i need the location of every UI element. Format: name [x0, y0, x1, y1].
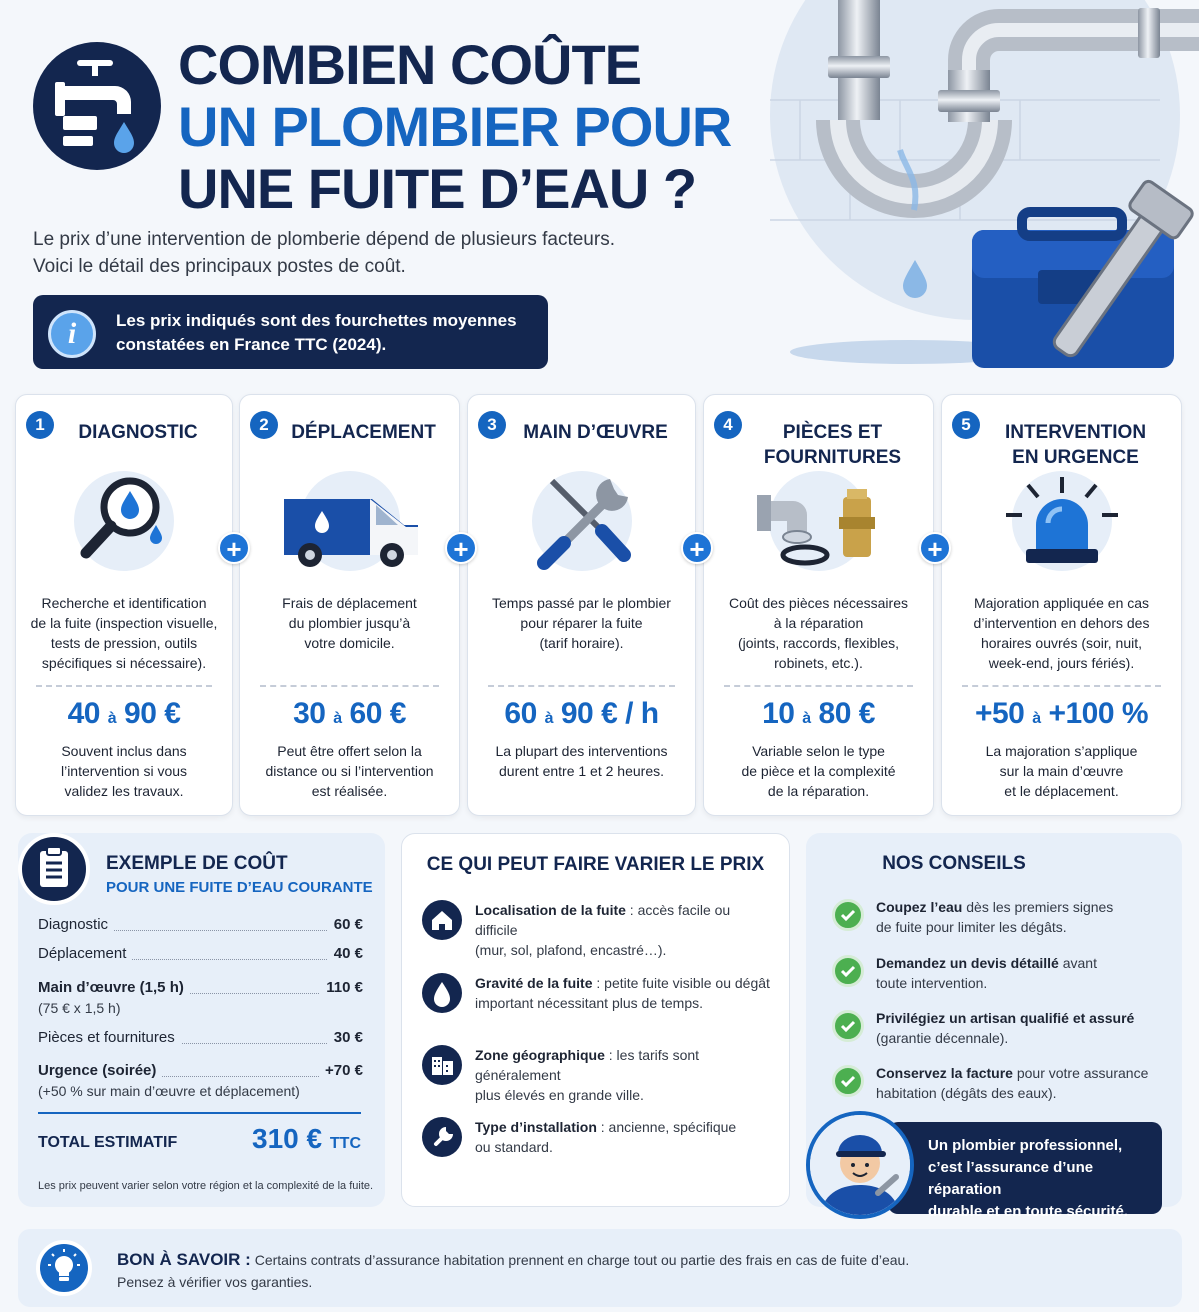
intro-line-2: Voici le détail des principaux postes de coût.	[33, 256, 406, 277]
example-footnote: Les prix peuvent varier selon votre région et la complexité de la fuite.	[38, 1180, 374, 1192]
good-to-know-banner	[18, 1229, 1182, 1307]
quote-line: c’est l’assurance d’une réparation	[928, 1159, 1094, 1198]
step-card-pieces	[703, 394, 934, 816]
step-title: MAIN D’ŒUVRE	[523, 422, 668, 443]
info-line-2: constatées en France TTC (2024).	[116, 335, 387, 354]
quote-line: Un plombier professionnel,	[928, 1137, 1123, 1154]
title-line-3: UNE FUITE D’EAU ?	[178, 157, 697, 220]
check-icon	[832, 1010, 864, 1042]
lightbulb-icon	[36, 1240, 92, 1296]
step-desc-line: (tarif horaire).	[539, 635, 624, 651]
step-desc-line: tests de pression, outils	[50, 635, 198, 651]
example-title: EXEMPLE DE COÛT	[106, 853, 288, 874]
step-note-line: sur la main d’œuvre	[999, 763, 1124, 779]
step-desc-line: horaires ouvrés (soir, nuit,	[980, 635, 1143, 651]
step-desc-line: week-end, jours fériés).	[988, 655, 1135, 671]
fittings-icon	[749, 471, 889, 575]
check-icon	[832, 955, 864, 987]
step-note-line: Peut être offert selon la	[277, 743, 422, 759]
magnifier-drop-icon	[64, 471, 184, 575]
step-note-line: validez les travaux.	[64, 783, 184, 799]
example-subtitle: POUR UNE FUITE D’EAU COURANTE	[106, 879, 373, 896]
step-note-line: Souvent inclus dans	[61, 743, 187, 759]
step-note-line: et le déplacement.	[1004, 783, 1119, 799]
faucet-logo-icon	[33, 42, 161, 170]
van-icon	[270, 471, 430, 575]
cost-row: Diagnostic 60 €	[38, 916, 363, 933]
total-label: TOTAL ESTIMATIF	[38, 1134, 178, 1151]
step-desc-line: Coût des pièces nécessaires	[729, 595, 908, 611]
step-price: +50 à +100 %	[974, 697, 1149, 730]
step-desc-line: Temps passé par le plombier	[492, 595, 671, 611]
advice-item: Conservez la facture pour votre assurance habitation (dégâts des eaux).	[832, 1063, 1168, 1111]
step-desc-line: d’intervention en dehors des	[973, 615, 1150, 631]
step-note-line: de pièce et la complexité	[741, 763, 896, 779]
step-title-line: PIÈCES ET	[782, 422, 883, 443]
step-desc-line: pour réparer la fuite	[520, 615, 643, 631]
step-desc-line: du plombier jusqu’à	[288, 615, 411, 631]
step-note-line: de la réparation.	[767, 783, 870, 799]
step-desc-line: robinets, etc.).	[774, 655, 863, 671]
plus-icon: +	[445, 532, 477, 564]
check-icon	[832, 1065, 864, 1097]
factors-title: CE QUI PEUT FAIRE VARIER LE PRIX	[426, 854, 765, 875]
step-note-line: La plupart des interventions	[495, 743, 668, 759]
cost-row: Main d’œuvre (1,5 h) 110 € (75 € x 1,5 h)	[38, 979, 363, 1016]
advice-quote	[888, 1122, 1162, 1220]
step-desc-line: Frais de déplacement	[282, 595, 417, 611]
step-price: 60 à 90 € / h	[504, 697, 659, 730]
step-desc-line: spécifiques si nécessaire).	[41, 655, 207, 671]
step-price: 10 à 80 €	[762, 697, 875, 730]
leaking-pipe-illustration	[760, 0, 1199, 385]
step-title	[976, 420, 1175, 470]
factor-item: Localisation de la fuite : accès facile ou difficile (mur, sol, plafond, encastré…).	[422, 900, 775, 950]
cost-row: Déplacement 40 €	[38, 945, 363, 962]
info-icon: i	[48, 310, 96, 358]
divider	[962, 685, 1161, 687]
step-price: 40 à 90 €	[67, 697, 181, 730]
factor-item: Gravité de la fuite : petite fuite visible ou dégât important nécessitant plus de temps.	[422, 973, 775, 1023]
divider	[488, 685, 675, 687]
step-desc-line: de la fuite (inspection visuelle,	[30, 615, 218, 631]
divider	[260, 685, 439, 687]
step-desc-line: à la réparation	[773, 615, 864, 631]
buildings-icon	[422, 1045, 462, 1085]
step-number: 1	[26, 411, 54, 439]
advice-item: Privilégiez un artisan qualifié et assuré (garantie décennale).	[832, 1008, 1168, 1056]
cost-row: Pièces et fournitures 30 €	[38, 1029, 363, 1046]
siren-icon	[992, 471, 1132, 575]
step-number: 5	[952, 411, 980, 439]
divider	[38, 1112, 361, 1114]
info-line-1: Les prix indiqués sont des fourchettes moyennes	[116, 311, 517, 330]
total-value: 310 € TTC	[252, 1123, 361, 1154]
clipboard-icon	[18, 833, 90, 905]
advice-item: Coupez l’eau dès les premiers signes de fuite pour limiter les dégâts.	[832, 897, 1168, 945]
title-line-1: COMBIEN COÛTE	[178, 33, 641, 96]
drop-icon	[422, 973, 462, 1013]
info-banner	[33, 295, 548, 369]
divider	[36, 685, 212, 687]
step-card-diagnostic	[15, 394, 233, 816]
title-line-2: UN PLOMBIER POUR	[178, 95, 732, 158]
check-icon	[832, 899, 864, 931]
factor-item: Type d’installation : ancienne, spécifique ou standard.	[422, 1117, 775, 1167]
step-title-line: EN URGENCE	[1012, 447, 1139, 468]
step-note-line: Variable selon le type	[752, 743, 885, 759]
intro-line-1: Le prix d’une intervention de plomberie dépend de plusieurs facteurs.	[33, 229, 615, 250]
step-card-urgence	[941, 394, 1182, 816]
step-title-line: INTERVENTION	[1004, 422, 1147, 443]
advice-panel	[806, 833, 1182, 1220]
step-desc-line: (joints, raccords, flexibles,	[737, 635, 900, 651]
advice-item: Demandez un devis détaillé avant toute intervention.	[832, 953, 1168, 1001]
step-number: 3	[478, 411, 506, 439]
page-title	[178, 34, 731, 220]
step-title: DÉPLACEMENT	[291, 422, 436, 443]
plus-icon: +	[919, 532, 951, 564]
step-number: 4	[714, 411, 742, 439]
plus-icon: +	[681, 532, 713, 564]
step-desc-line: Recherche et identification	[41, 595, 207, 611]
step-desc-line: Majoration appliquée en cas	[973, 595, 1150, 611]
step-card-deplacement	[239, 394, 460, 816]
quote-line: durable et en toute sécurité.	[928, 1203, 1129, 1220]
cost-row: Urgence (soirée) +70 € (+50 % sur main d’œuvre et déplacement)	[38, 1062, 363, 1099]
price-factors-panel	[401, 833, 790, 1207]
step-number: 2	[250, 411, 278, 439]
advice-title: NOS CONSEILS	[882, 853, 1026, 874]
plumber-mascot-icon	[806, 1111, 914, 1219]
step-card-main-oeuvre	[467, 394, 696, 816]
wrench-icon	[422, 1117, 462, 1157]
intro-text	[33, 226, 615, 280]
step-title-line: FOURNITURES	[763, 447, 902, 468]
factor-item: Zone géographique : les tarifs sont généralement plus élevés en grande ville.	[422, 1045, 775, 1095]
step-price: 30 à 60 €	[293, 697, 406, 730]
step-note-line: est réalisée.	[311, 783, 388, 799]
step-note-line: durent entre 1 et 2 heures.	[499, 763, 664, 779]
step-desc-line: votre domicile.	[304, 635, 395, 651]
tools-icon	[522, 471, 642, 575]
plus-icon: +	[218, 532, 250, 564]
divider	[724, 685, 913, 687]
step-note-line: distance ou si l’intervention	[265, 763, 434, 779]
cost-example-panel	[18, 833, 385, 1207]
step-note-line: La majoration s’applique	[985, 743, 1138, 759]
step-title: DIAGNOSTIC	[78, 422, 198, 443]
step-note-line: l’intervention si vous	[60, 763, 188, 779]
step-title	[738, 420, 927, 470]
good-to-know-label: BON À SAVOIR :	[117, 1250, 251, 1269]
good-to-know-text: Certains contrats d’assurance habitation prennent en charge tout ou partie des frais en cas de fuite d’eau.	[250, 1252, 910, 1268]
good-to-know-text-2: Pensez à vérifier vos garanties.	[117, 1274, 313, 1290]
house-icon	[422, 900, 462, 940]
